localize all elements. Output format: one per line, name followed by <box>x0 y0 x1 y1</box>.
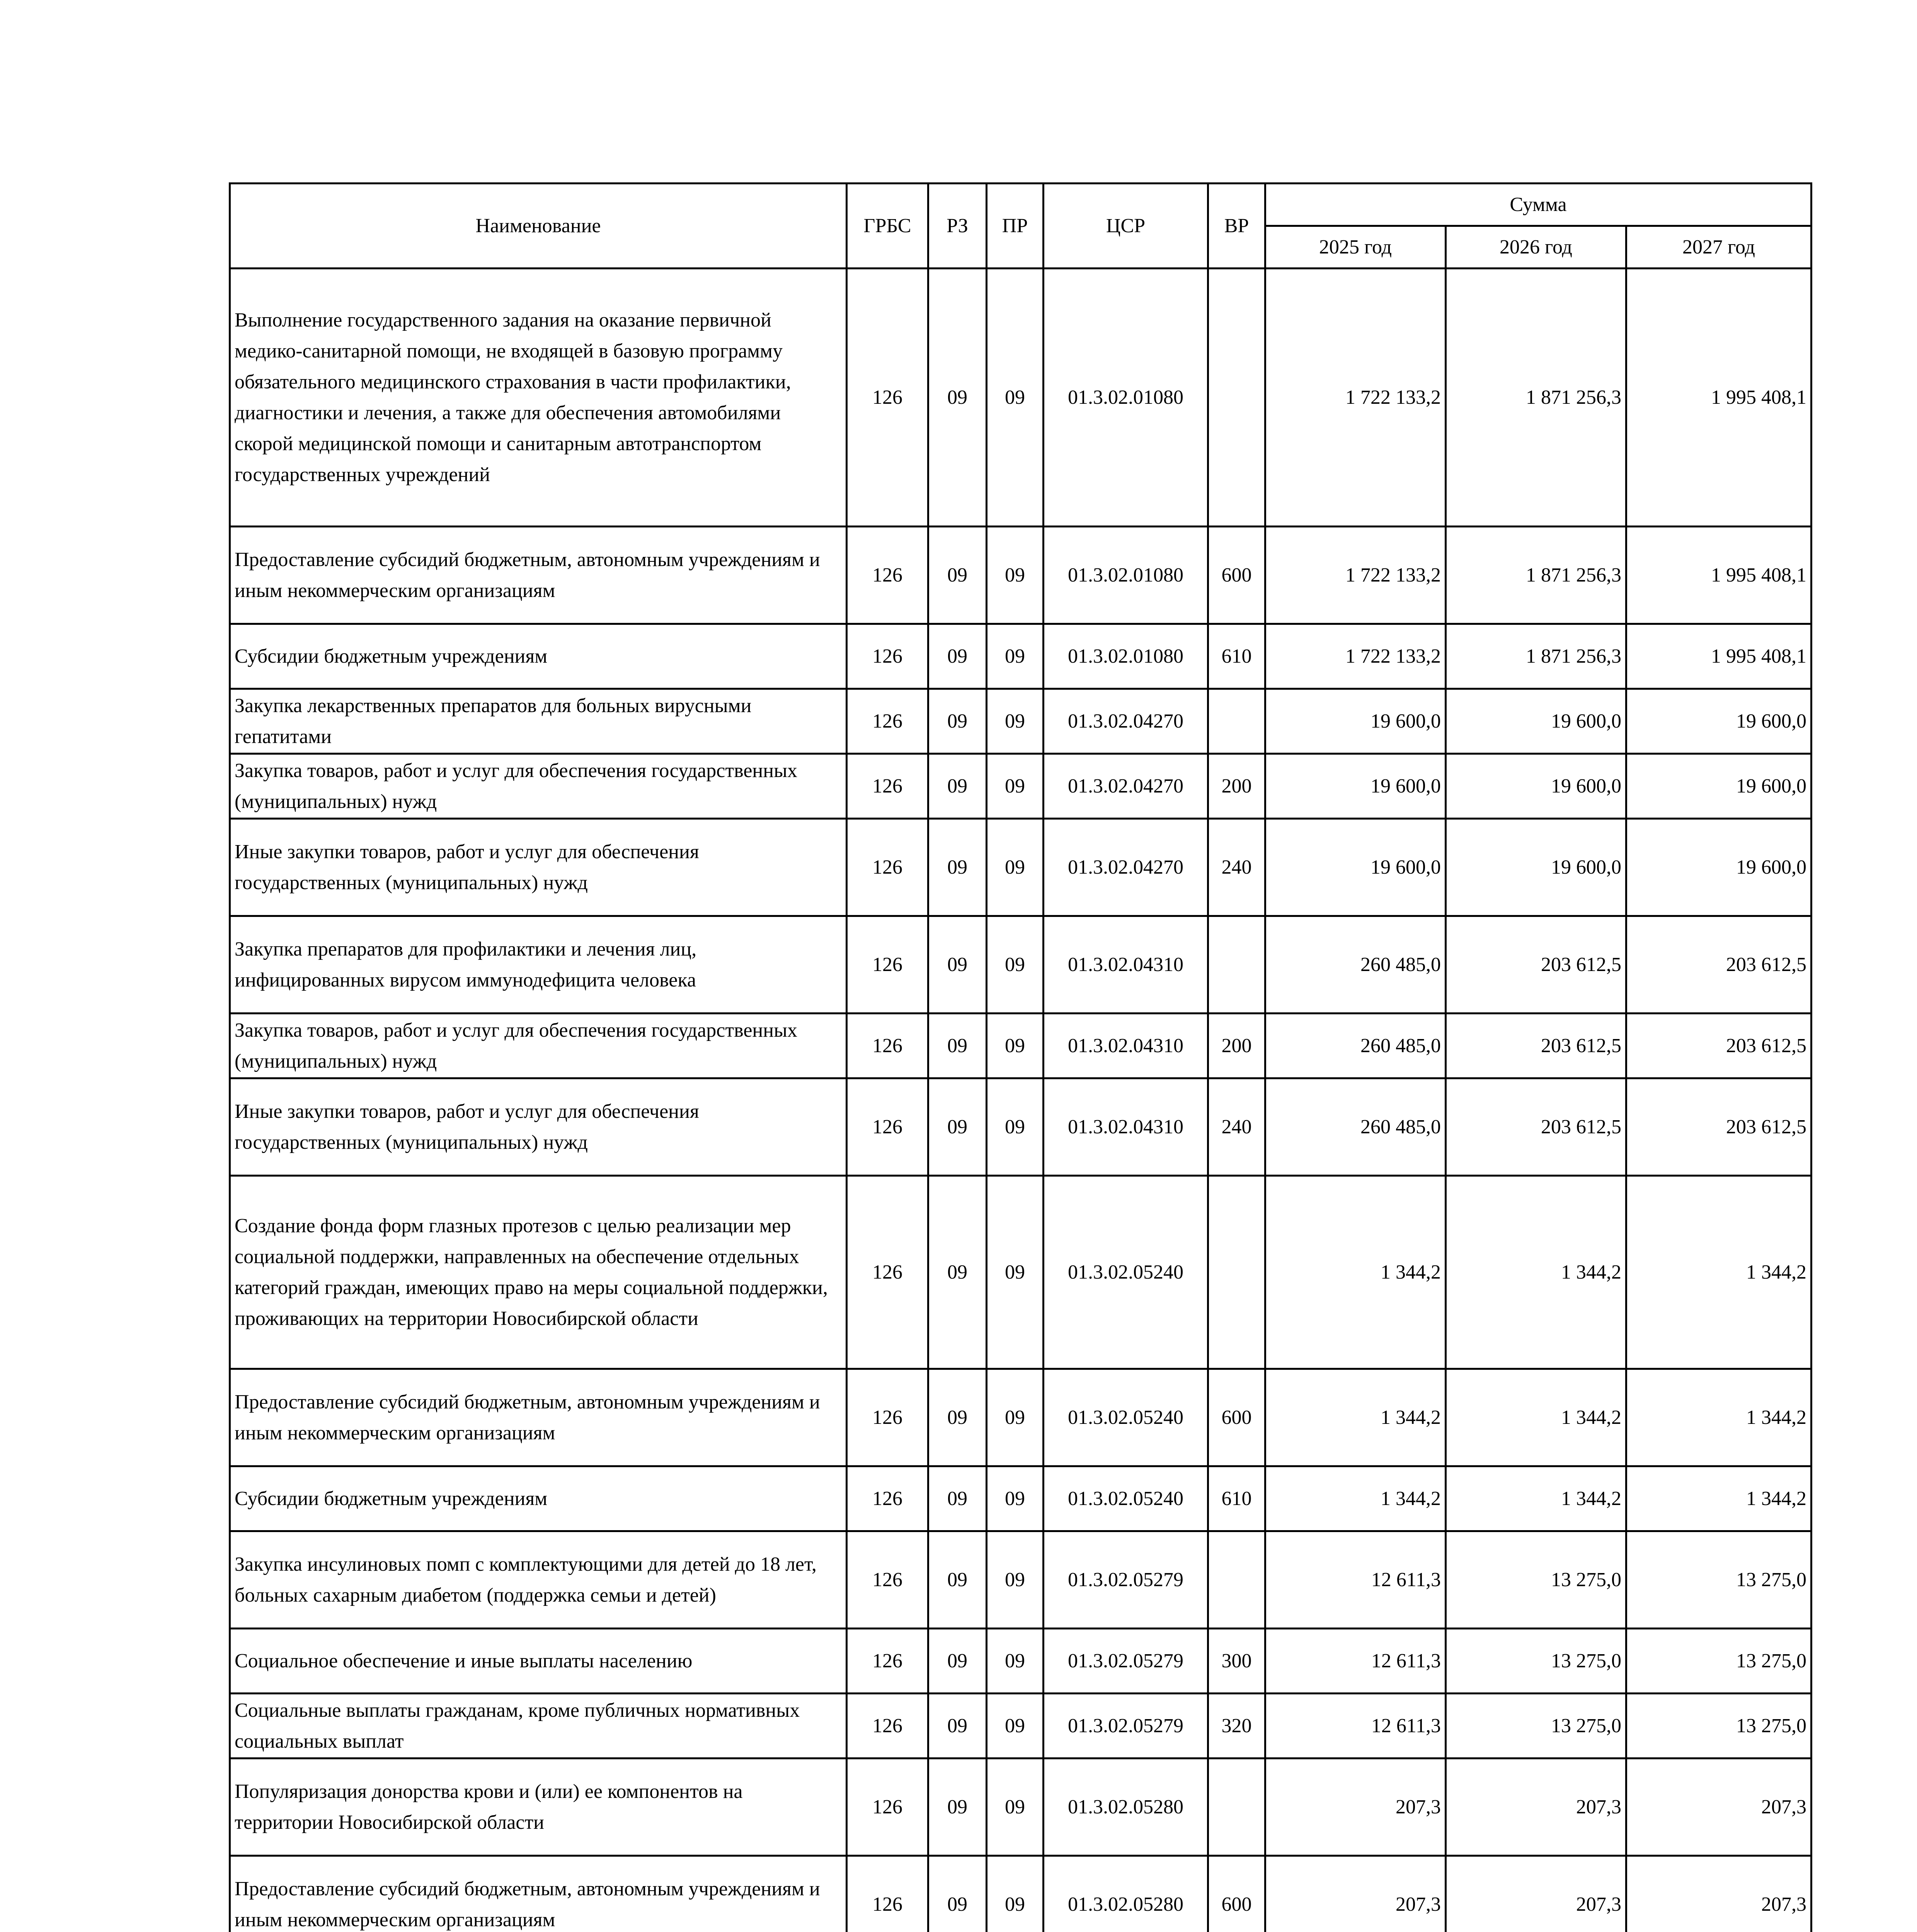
row-name: Закупка лекарственных препаратов для больных вирусными гепатитами <box>230 689 847 754</box>
row-pr: 09 <box>987 1176 1044 1369</box>
row-csr: 01.3.02.05280 <box>1044 1759 1208 1856</box>
table-row <box>230 624 1811 689</box>
table-row <box>230 754 1811 819</box>
row-grbs: 126 <box>847 1369 928 1466</box>
row-rz: 09 <box>928 689 987 754</box>
row-name: Предоставление субсидий бюджетным, автономным учреждениям и иным некоммерческим организациям <box>230 1856 847 1932</box>
row-rz: 09 <box>928 1369 987 1466</box>
row-grbs: 126 <box>847 1531 928 1629</box>
row-csr: 01.3.02.05280 <box>1044 1856 1208 1932</box>
table-row <box>230 916 1811 1014</box>
row-csr: 01.3.02.04310 <box>1044 1078 1208 1176</box>
row-rz: 09 <box>928 754 987 819</box>
row-amount-2027: 203 612,5 <box>1626 1078 1811 1176</box>
row-pr: 09 <box>987 527 1044 624</box>
row-amount-2026: 1 871 256,3 <box>1446 269 1626 527</box>
row-pr: 09 <box>987 1369 1044 1466</box>
row-csr: 01.3.02.01080 <box>1044 527 1208 624</box>
row-vr: 200 <box>1208 754 1265 819</box>
row-vr <box>1208 269 1265 527</box>
table-row <box>230 1759 1811 1856</box>
row-pr: 09 <box>987 754 1044 819</box>
row-amount-2025: 19 600,0 <box>1265 754 1446 819</box>
header-rz: РЗ <box>928 184 987 269</box>
row-amount-2025: 12 611,3 <box>1265 1694 1446 1759</box>
row-vr <box>1208 1176 1265 1369</box>
row-csr: 01.3.02.05240 <box>1044 1176 1208 1369</box>
row-rz: 09 <box>928 624 987 689</box>
row-csr: 01.3.02.05279 <box>1044 1531 1208 1629</box>
row-grbs: 126 <box>847 1759 928 1856</box>
table-header <box>230 184 1811 269</box>
row-name: Закупка товаров, работ и услуг для обеспечения государственных (муниципальных) нужд <box>230 754 847 819</box>
row-amount-2027: 13 275,0 <box>1626 1694 1811 1759</box>
row-name: Популяризация донорства крови и (или) ее компонентов на территории Новосибирской области <box>230 1759 847 1856</box>
row-csr: 01.3.02.01080 <box>1044 269 1208 527</box>
row-amount-2025: 207,3 <box>1265 1856 1446 1932</box>
row-csr: 01.3.02.04270 <box>1044 819 1208 916</box>
row-grbs: 126 <box>847 1629 928 1694</box>
row-name: Иные закупки товаров, работ и услуг для обеспечения государственных (муниципальных) нужд <box>230 819 847 916</box>
row-rz: 09 <box>928 1694 987 1759</box>
row-pr: 09 <box>987 689 1044 754</box>
header-year-2026: 2026 год <box>1446 226 1626 269</box>
row-name: Закупка товаров, работ и услуг для обеспечения государственных (муниципальных) нужд <box>230 1014 847 1078</box>
row-pr: 09 <box>987 1856 1044 1932</box>
row-vr <box>1208 1531 1265 1629</box>
row-rz: 09 <box>928 1466 987 1531</box>
row-amount-2025: 12 611,3 <box>1265 1629 1446 1694</box>
row-grbs: 126 <box>847 1466 928 1531</box>
table-row <box>230 1014 1811 1078</box>
row-grbs: 126 <box>847 1014 928 1078</box>
row-rz: 09 <box>928 916 987 1014</box>
row-amount-2027: 203 612,5 <box>1626 1014 1811 1078</box>
row-name: Социальное обеспечение и иные выплаты населению <box>230 1629 847 1694</box>
row-amount-2027: 19 600,0 <box>1626 754 1811 819</box>
row-amount-2027: 1 995 408,1 <box>1626 527 1811 624</box>
row-csr: 01.3.02.04270 <box>1044 754 1208 819</box>
row-amount-2025: 1 722 133,2 <box>1265 527 1446 624</box>
row-name: Закупка препаратов для профилактики и лечения лиц, инфицированных вирусом иммунодефицита человека <box>230 916 847 1014</box>
row-amount-2025: 12 611,3 <box>1265 1531 1446 1629</box>
table-row <box>230 1856 1811 1932</box>
row-rz: 09 <box>928 1759 987 1856</box>
row-amount-2026: 13 275,0 <box>1446 1694 1626 1759</box>
header-pr: ПР <box>987 184 1044 269</box>
row-name: Выполнение государственного задания на оказание первичной медико-санитарной помощи, не входящей в базовую программу обязательного медицинского страхования в части профилактики, диагностики и лечения, а также для обеспечения автомобилями скорой медицинской помощи и санитарным автотранспортом государственных учреждений <box>230 269 847 527</box>
row-name: Социальные выплаты гражданам, кроме публичных нормативных социальных выплат <box>230 1694 847 1759</box>
row-grbs: 126 <box>847 819 928 916</box>
row-amount-2026: 19 600,0 <box>1446 819 1626 916</box>
row-csr: 01.3.02.04310 <box>1044 916 1208 1014</box>
table-body <box>230 269 1811 1932</box>
row-grbs: 126 <box>847 1856 928 1932</box>
row-name: Создание фонда форм глазных протезов с целью реализации мер социальной поддержки, направленных на обеспечение отдельных категорий граждан, имеющих право на меры социальной поддержки, проживающих на территории Новосибирской области <box>230 1176 847 1369</box>
row-vr: 610 <box>1208 1466 1265 1531</box>
row-amount-2027: 203 612,5 <box>1626 916 1811 1014</box>
row-name: Иные закупки товаров, работ и услуг для обеспечения государственных (муниципальных) нужд <box>230 1078 847 1176</box>
row-rz: 09 <box>928 1856 987 1932</box>
row-vr: 600 <box>1208 527 1265 624</box>
row-amount-2026: 203 612,5 <box>1446 1014 1626 1078</box>
row-amount-2025: 1 344,2 <box>1265 1369 1446 1466</box>
row-grbs: 126 <box>847 1078 928 1176</box>
table-row <box>230 1078 1811 1176</box>
row-amount-2027: 1 344,2 <box>1626 1176 1811 1369</box>
row-amount-2026: 1 871 256,3 <box>1446 527 1626 624</box>
header-sum: Сумма <box>1265 184 1811 226</box>
row-rz: 09 <box>928 269 987 527</box>
row-pr: 09 <box>987 1078 1044 1176</box>
row-amount-2026: 207,3 <box>1446 1856 1626 1932</box>
row-amount-2026: 13 275,0 <box>1446 1629 1626 1694</box>
row-grbs: 126 <box>847 624 928 689</box>
row-rz: 09 <box>928 1629 987 1694</box>
row-name: Закупка инсулиновых помп с комплектующими для детей до 18 лет, больных сахарным диабетом (поддержка семьи и детей) <box>230 1531 847 1629</box>
header-csr: ЦСР <box>1044 184 1208 269</box>
header-grbs: ГРБС <box>847 184 928 269</box>
table-row <box>230 1531 1811 1629</box>
row-csr: 01.3.02.05240 <box>1044 1369 1208 1466</box>
table-row <box>230 1629 1811 1694</box>
row-pr: 09 <box>987 1759 1044 1856</box>
table-row <box>230 1466 1811 1531</box>
row-rz: 09 <box>928 1078 987 1176</box>
row-grbs: 126 <box>847 689 928 754</box>
header-year-2027: 2027 год <box>1626 226 1811 269</box>
row-pr: 09 <box>987 624 1044 689</box>
row-vr: 600 <box>1208 1856 1265 1932</box>
row-pr: 09 <box>987 916 1044 1014</box>
row-amount-2026: 1 344,2 <box>1446 1176 1626 1369</box>
table-row <box>230 1694 1811 1759</box>
row-name: Субсидии бюджетным учреждениям <box>230 1466 847 1531</box>
row-rz: 09 <box>928 819 987 916</box>
row-amount-2025: 260 485,0 <box>1265 916 1446 1014</box>
row-amount-2025: 260 485,0 <box>1265 1014 1446 1078</box>
row-amount-2026: 13 275,0 <box>1446 1531 1626 1629</box>
row-amount-2026: 203 612,5 <box>1446 1078 1626 1176</box>
row-amount-2027: 13 275,0 <box>1626 1629 1811 1694</box>
table-row <box>230 269 1811 527</box>
table-row <box>230 1369 1811 1466</box>
row-amount-2025: 19 600,0 <box>1265 819 1446 916</box>
row-pr: 09 <box>987 1629 1044 1694</box>
row-rz: 09 <box>928 1014 987 1078</box>
row-grbs: 126 <box>847 754 928 819</box>
row-vr <box>1208 689 1265 754</box>
row-amount-2026: 19 600,0 <box>1446 754 1626 819</box>
row-grbs: 126 <box>847 1694 928 1759</box>
row-csr: 01.3.02.05240 <box>1044 1466 1208 1531</box>
row-name: Субсидии бюджетным учреждениям <box>230 624 847 689</box>
row-name: Предоставление субсидий бюджетным, автономным учреждениям и иным некоммерческим организациям <box>230 1369 847 1466</box>
row-pr: 09 <box>987 1694 1044 1759</box>
row-vr: 200 <box>1208 1014 1265 1078</box>
header-name: Наименование <box>230 184 847 269</box>
table-row <box>230 527 1811 624</box>
row-pr: 09 <box>987 819 1044 916</box>
row-amount-2027: 13 275,0 <box>1626 1531 1811 1629</box>
header-year-2025: 2025 год <box>1265 226 1446 269</box>
row-vr: 300 <box>1208 1629 1265 1694</box>
row-rz: 09 <box>928 527 987 624</box>
row-amount-2027: 207,3 <box>1626 1856 1811 1932</box>
row-pr: 09 <box>987 1466 1044 1531</box>
row-amount-2027: 19 600,0 <box>1626 819 1811 916</box>
row-amount-2026: 19 600,0 <box>1446 689 1626 754</box>
row-pr: 09 <box>987 269 1044 527</box>
row-csr: 01.3.02.05279 <box>1044 1629 1208 1694</box>
row-vr: 600 <box>1208 1369 1265 1466</box>
header-vr: ВР <box>1208 184 1265 269</box>
row-amount-2026: 1 344,2 <box>1446 1369 1626 1466</box>
row-grbs: 126 <box>847 269 928 527</box>
row-rz: 09 <box>928 1176 987 1369</box>
row-amount-2025: 260 485,0 <box>1265 1078 1446 1176</box>
row-amount-2027: 1 344,2 <box>1626 1369 1811 1466</box>
row-amount-2027: 1 995 408,1 <box>1626 269 1811 527</box>
row-pr: 09 <box>987 1531 1044 1629</box>
row-csr: 01.3.02.04270 <box>1044 689 1208 754</box>
row-amount-2027: 19 600,0 <box>1626 689 1811 754</box>
row-amount-2025: 1 344,2 <box>1265 1176 1446 1369</box>
budget-table <box>229 182 1812 1932</box>
row-amount-2026: 207,3 <box>1446 1759 1626 1856</box>
row-csr: 01.3.02.05279 <box>1044 1694 1208 1759</box>
row-grbs: 126 <box>847 527 928 624</box>
table-row <box>230 1176 1811 1369</box>
row-grbs: 126 <box>847 1176 928 1369</box>
row-vr <box>1208 1759 1265 1856</box>
row-amount-2025: 1 344,2 <box>1265 1466 1446 1531</box>
row-amount-2025: 207,3 <box>1265 1759 1446 1856</box>
row-name: Предоставление субсидий бюджетным, автономным учреждениям и иным некоммерческим организациям <box>230 527 847 624</box>
row-amount-2026: 1 344,2 <box>1446 1466 1626 1531</box>
row-amount-2025: 19 600,0 <box>1265 689 1446 754</box>
row-vr: 240 <box>1208 819 1265 916</box>
row-grbs: 126 <box>847 916 928 1014</box>
row-vr <box>1208 916 1265 1014</box>
row-vr: 240 <box>1208 1078 1265 1176</box>
row-csr: 01.3.02.01080 <box>1044 624 1208 689</box>
row-amount-2025: 1 722 133,2 <box>1265 624 1446 689</box>
row-amount-2027: 1 995 408,1 <box>1626 624 1811 689</box>
table-row <box>230 819 1811 916</box>
row-rz: 09 <box>928 1531 987 1629</box>
row-csr: 01.3.02.04310 <box>1044 1014 1208 1078</box>
row-amount-2025: 1 722 133,2 <box>1265 269 1446 527</box>
row-pr: 09 <box>987 1014 1044 1078</box>
row-vr: 610 <box>1208 624 1265 689</box>
row-amount-2026: 203 612,5 <box>1446 916 1626 1014</box>
row-vr: 320 <box>1208 1694 1265 1759</box>
row-amount-2027: 1 344,2 <box>1626 1466 1811 1531</box>
table-row <box>230 689 1811 754</box>
row-amount-2026: 1 871 256,3 <box>1446 624 1626 689</box>
row-amount-2027: 207,3 <box>1626 1759 1811 1856</box>
